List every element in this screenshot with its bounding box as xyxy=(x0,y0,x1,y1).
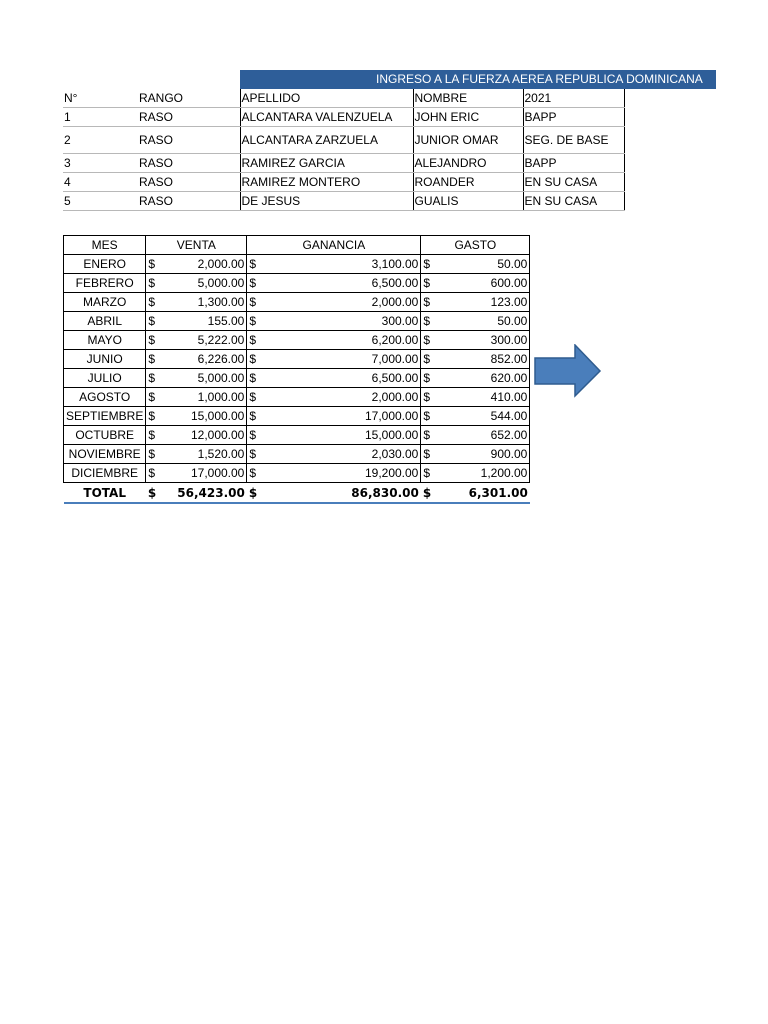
roster-cell[interactable]: SEG. DE BASE xyxy=(523,127,624,154)
sales-ganancia-value: 6,500.00 xyxy=(371,276,419,290)
roster-header-cell[interactable]: N° xyxy=(63,89,138,108)
currency-symbol: $ xyxy=(148,409,156,423)
roster-cell[interactable]: ROANDER xyxy=(413,173,523,192)
currency-symbol: $ xyxy=(148,428,156,442)
sales-venta-value: 5,222.00 xyxy=(197,333,245,347)
currency-symbol: $ xyxy=(249,333,257,347)
sales-venta-cell[interactable] xyxy=(146,464,247,483)
currency-symbol: $ xyxy=(423,371,431,385)
sales-gasto-value: 900.00 xyxy=(490,447,528,461)
sales-gasto-cell[interactable] xyxy=(421,312,530,331)
roster-cell[interactable]: 4 xyxy=(63,173,138,192)
currency-symbol: $ xyxy=(423,276,431,290)
sales-mes-cell[interactable]: JUNIO xyxy=(64,350,146,369)
sales-gasto-cell[interactable] xyxy=(421,293,530,312)
sales-ganancia-cell[interactable] xyxy=(247,293,421,312)
total-gasto-value: 6,301.00 xyxy=(468,485,528,500)
sales-venta-cell[interactable] xyxy=(146,350,247,369)
roster-cell[interactable]: 2 xyxy=(63,127,138,154)
sales-gasto-cell[interactable] xyxy=(421,445,530,464)
sales-ganancia-cell[interactable] xyxy=(247,312,421,331)
roster-cell[interactable]: ALCANTARA VALENZUELA xyxy=(240,108,413,127)
roster-cell[interactable]: EN SU CASA xyxy=(523,192,624,211)
sales-mes-cell[interactable]: SEPTIEMBRE xyxy=(64,407,146,426)
sales-venta-cell[interactable] xyxy=(146,331,247,350)
sales-venta-cell[interactable] xyxy=(146,274,247,293)
currency-symbol: $ xyxy=(423,333,431,347)
sales-row xyxy=(64,293,530,312)
sales-venta-cell[interactable] xyxy=(146,312,247,331)
sales-ganancia-cell[interactable] xyxy=(247,274,421,293)
sales-venta-value: 2,000.00 xyxy=(197,257,245,271)
sales-venta-value: 1,520.00 xyxy=(197,447,245,461)
currency-symbol: $ xyxy=(148,295,156,309)
sales-ganancia-cell[interactable] xyxy=(247,464,421,483)
roster-cell[interactable]: JUNIOR OMAR xyxy=(413,127,523,154)
roster-cell[interactable]: 3 xyxy=(63,154,138,173)
sales-venta-cell[interactable] xyxy=(146,445,247,464)
sales-gasto-cell[interactable] xyxy=(421,274,530,293)
sales-header-row xyxy=(64,236,530,255)
roster-table xyxy=(63,89,625,211)
currency-symbol: $ xyxy=(422,485,432,500)
roster-cell[interactable]: RASO xyxy=(138,154,240,173)
roster-cell[interactable]: JOHN ERIC xyxy=(413,108,523,127)
sales-mes-cell[interactable]: NOVIEMBRE xyxy=(64,445,146,464)
currency-symbol: $ xyxy=(148,276,156,290)
currency-symbol: $ xyxy=(423,295,431,309)
sales-gasto-cell[interactable] xyxy=(421,331,530,350)
sales-venta-cell[interactable] xyxy=(146,293,247,312)
currency-symbol: $ xyxy=(249,466,257,480)
sales-gasto-value: 50.00 xyxy=(497,257,528,271)
total-label[interactable]: TOTAL xyxy=(64,483,146,504)
sales-gasto-cell[interactable] xyxy=(421,350,530,369)
currency-symbol: $ xyxy=(249,314,257,328)
sales-ganancia-value: 2,000.00 xyxy=(371,390,419,404)
roster-cell[interactable]: RAMIREZ GARCIA xyxy=(240,154,413,173)
roster-row xyxy=(63,192,624,211)
roster-cell[interactable]: 5 xyxy=(63,192,138,211)
currency-symbol: $ xyxy=(423,428,431,442)
roster-row xyxy=(63,108,624,127)
currency-symbol: $ xyxy=(249,409,257,423)
sales-mes-cell[interactable]: ABRIL xyxy=(64,312,146,331)
currency-symbol: $ xyxy=(423,257,431,271)
currency-symbol: $ xyxy=(148,447,156,461)
roster-cell[interactable]: ALEJANDRO xyxy=(413,154,523,173)
sales-gasto-value: 600.00 xyxy=(490,276,528,290)
sales-ganancia-cell[interactable] xyxy=(247,369,421,388)
roster-header-cell[interactable]: RANGO xyxy=(138,89,240,108)
sales-row xyxy=(64,407,530,426)
sales-row xyxy=(64,274,530,293)
currency-symbol: $ xyxy=(249,257,257,271)
sales-ganancia-cell[interactable] xyxy=(247,407,421,426)
currency-symbol: $ xyxy=(148,314,156,328)
sales-ganancia-value: 19,200.00 xyxy=(364,466,419,480)
sales-ganancia-cell[interactable] xyxy=(247,445,421,464)
sales-venta-cell[interactable] xyxy=(146,407,247,426)
sales-ganancia-cell[interactable] xyxy=(247,331,421,350)
sales-mes-cell[interactable]: AGOSTO xyxy=(64,388,146,407)
sales-row xyxy=(64,388,530,407)
sales-venta-value: 6,226.00 xyxy=(197,352,245,366)
roster-cell[interactable]: RAMIREZ MONTERO xyxy=(240,173,413,192)
sales-gasto-value: 544.00 xyxy=(490,409,528,423)
roster-cell[interactable]: EN SU CASA xyxy=(523,173,624,192)
roster-row xyxy=(63,154,624,173)
sales-mes-cell[interactable]: ENERO xyxy=(64,255,146,274)
sales-gasto-value: 652.00 xyxy=(490,428,528,442)
header-banner xyxy=(240,70,716,89)
sales-gasto-value: 1,200.00 xyxy=(480,466,528,480)
currency-symbol: $ xyxy=(147,485,157,500)
roster-header-cell[interactable]: NOMBRE xyxy=(413,89,523,108)
sales-total-row xyxy=(64,483,530,504)
sales-venta-value: 17,000.00 xyxy=(190,466,245,480)
sales-row xyxy=(64,331,530,350)
sales-ganancia-value: 3,100.00 xyxy=(371,257,419,271)
roster-header-cell[interactable]: 2021 xyxy=(523,89,624,108)
sales-row xyxy=(64,369,530,388)
sales-venta-value: 1,000.00 xyxy=(197,390,245,404)
sales-ganancia-value: 6,200.00 xyxy=(371,333,419,347)
sales-gasto-value: 123.00 xyxy=(490,295,528,309)
roster-cell[interactable]: RASO xyxy=(138,192,240,211)
roster-cell[interactable]: BAPP xyxy=(523,108,624,127)
sales-mes-cell[interactable]: OCTUBRE xyxy=(64,426,146,445)
currency-symbol: $ xyxy=(248,485,258,500)
sales-header-venta[interactable]: VENTA xyxy=(146,236,247,255)
sales-gasto-cell[interactable] xyxy=(421,426,530,445)
sales-header-ganancia[interactable]: GANANCIA xyxy=(247,236,421,255)
roster-row xyxy=(63,127,624,154)
sales-venta-value: 5,000.00 xyxy=(197,371,245,385)
header-banner-text: INGRESO A LA FUERZA AEREA REPUBLICA DOMINICANA xyxy=(376,72,703,86)
sales-venta-value: 12,000.00 xyxy=(190,428,245,442)
sales-gasto-cell[interactable] xyxy=(421,255,530,274)
sales-header-mes[interactable]: MES xyxy=(64,236,146,255)
sales-venta-value: 155.00 xyxy=(207,314,245,328)
sales-row xyxy=(64,464,530,483)
currency-symbol: $ xyxy=(423,466,431,480)
sales-mes-cell[interactable]: MAYO xyxy=(64,331,146,350)
sales-gasto-value: 50.00 xyxy=(497,314,528,328)
roster-cell[interactable]: GUALIS xyxy=(413,192,523,211)
total-venta[interactable] xyxy=(146,483,247,504)
sales-row xyxy=(64,350,530,369)
sales-ganancia-value: 2,030.00 xyxy=(371,447,419,461)
currency-symbol: $ xyxy=(249,390,257,404)
roster-row xyxy=(63,173,624,192)
currency-symbol: $ xyxy=(423,352,431,366)
roster-cell[interactable]: ALCANTARA ZARZUELA xyxy=(240,127,413,154)
currency-symbol: $ xyxy=(148,257,156,271)
currency-symbol: $ xyxy=(249,447,257,461)
currency-symbol: $ xyxy=(423,314,431,328)
sales-ganancia-value: 7,000.00 xyxy=(371,352,419,366)
roster-cell[interactable]: DE JESUS xyxy=(240,192,413,211)
sales-venta-value: 5,000.00 xyxy=(197,276,245,290)
roster-cell[interactable]: BAPP xyxy=(523,154,624,173)
sales-venta-cell[interactable] xyxy=(146,255,247,274)
sales-ganancia-value: 300.00 xyxy=(381,314,419,328)
currency-symbol: $ xyxy=(423,409,431,423)
sales-ganancia-value: 17,000.00 xyxy=(364,409,419,423)
sales-mes-cell[interactable]: MARZO xyxy=(64,293,146,312)
total-venta-value: 56,423.00 xyxy=(177,485,245,500)
sales-ganancia-cell[interactable] xyxy=(247,255,421,274)
sales-gasto-value: 410.00 xyxy=(490,390,528,404)
total-ganancia-value: 86,830.00 xyxy=(351,485,419,500)
sales-gasto-cell[interactable] xyxy=(421,407,530,426)
sales-gasto-cell[interactable] xyxy=(421,388,530,407)
roster-cell[interactable]: RASO xyxy=(138,127,240,154)
sales-mes-cell[interactable]: FEBRERO xyxy=(64,274,146,293)
total-ganancia[interactable] xyxy=(247,483,421,504)
sales-venta-cell[interactable] xyxy=(146,388,247,407)
sales-venta-cell[interactable] xyxy=(146,369,247,388)
currency-symbol: $ xyxy=(148,333,156,347)
sales-mes-cell[interactable]: DICIEMBRE xyxy=(64,464,146,483)
currency-symbol: $ xyxy=(148,390,156,404)
currency-symbol: $ xyxy=(249,352,257,366)
sales-ganancia-cell[interactable] xyxy=(247,350,421,369)
sales-ganancia-cell[interactable] xyxy=(247,388,421,407)
sales-mes-cell[interactable]: JULIO xyxy=(64,369,146,388)
sales-table xyxy=(63,235,530,504)
sales-row xyxy=(64,255,530,274)
sales-gasto-value: 620.00 xyxy=(490,371,528,385)
currency-symbol: $ xyxy=(423,447,431,461)
sales-gasto-cell[interactable] xyxy=(421,369,530,388)
sales-gasto-cell[interactable] xyxy=(421,464,530,483)
currency-symbol: $ xyxy=(148,371,156,385)
currency-symbol: $ xyxy=(249,428,257,442)
currency-symbol: $ xyxy=(148,352,156,366)
sales-venta-value: 15,000.00 xyxy=(190,409,245,423)
sales-body xyxy=(64,255,530,483)
sales-ganancia-value: 6,500.00 xyxy=(371,371,419,385)
roster-cell[interactable]: 1 xyxy=(63,108,138,127)
currency-symbol: $ xyxy=(249,295,257,309)
currency-symbol: $ xyxy=(148,466,156,480)
sales-row xyxy=(64,426,530,445)
sales-ganancia-value: 15,000.00 xyxy=(364,428,419,442)
sales-ganancia-value: 2,000.00 xyxy=(371,295,419,309)
currency-symbol: $ xyxy=(249,371,257,385)
sales-venta-value: 1,300.00 xyxy=(197,295,245,309)
total-gasto[interactable] xyxy=(421,483,530,504)
right-arrow-shape xyxy=(535,345,600,396)
right-arrow-icon[interactable] xyxy=(534,344,602,398)
roster-header-row xyxy=(63,89,624,108)
sales-venta-cell[interactable] xyxy=(146,426,247,445)
roster-header-cell[interactable]: APELLIDO xyxy=(240,89,413,108)
sales-row xyxy=(64,312,530,331)
currency-symbol: $ xyxy=(249,276,257,290)
sales-gasto-value: 300.00 xyxy=(490,333,528,347)
roster-cell[interactable]: RASO xyxy=(138,173,240,192)
sales-ganancia-cell[interactable] xyxy=(247,426,421,445)
sales-row xyxy=(64,445,530,464)
roster-cell[interactable]: RASO xyxy=(138,108,240,127)
currency-symbol: $ xyxy=(423,390,431,404)
sales-header-gasto[interactable]: GASTO xyxy=(421,236,530,255)
sales-gasto-value: 852.00 xyxy=(490,352,528,366)
